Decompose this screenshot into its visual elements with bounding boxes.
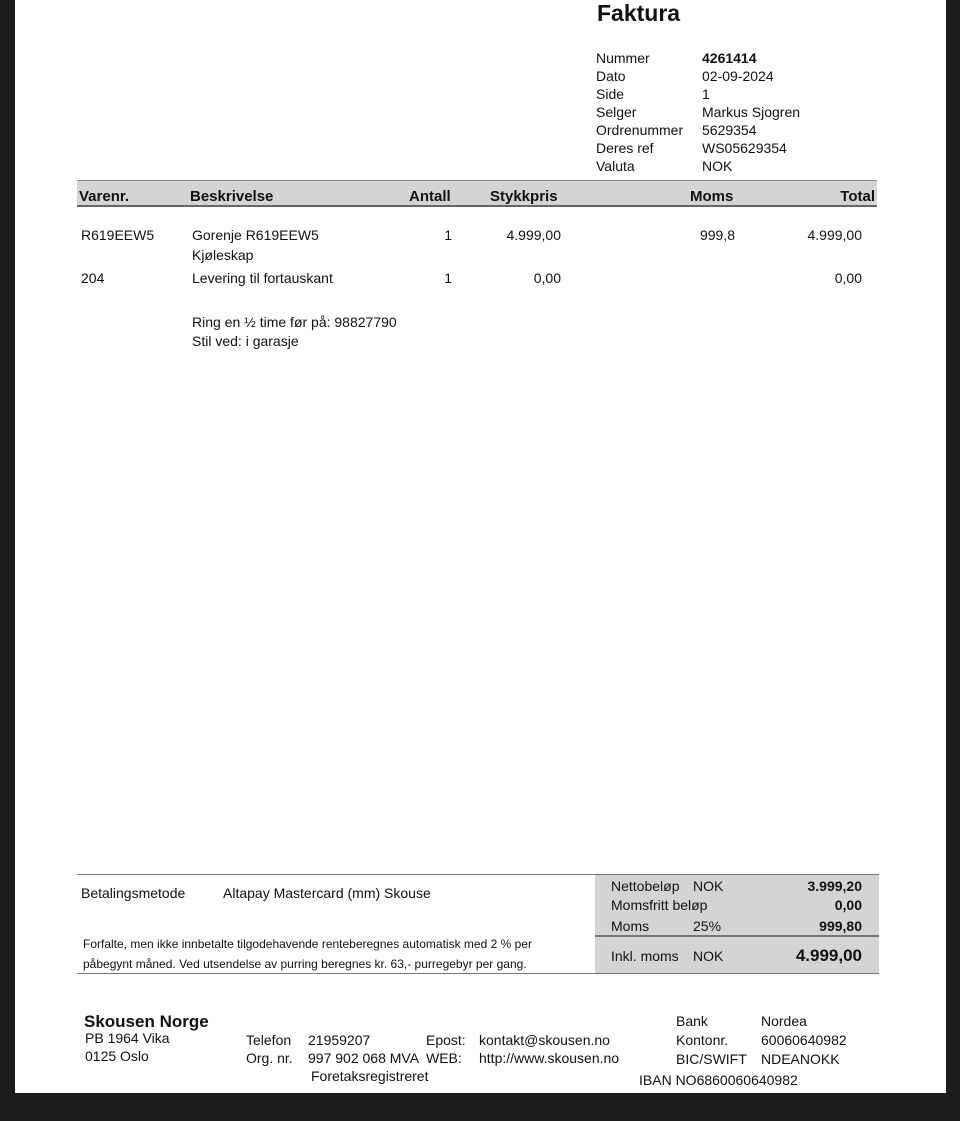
row-stykkpris: 4.999,00 [506, 227, 561, 243]
netto-currency: NOK [693, 878, 724, 894]
bic-label: BIC/SWIFT [676, 1051, 747, 1067]
column-header-total: Total [840, 188, 875, 205]
row-beskrivelse: Levering til fortauskant [192, 270, 333, 286]
meta-label: Deres ref [596, 140, 654, 156]
table-header [77, 180, 877, 207]
meta-label: Valuta [596, 158, 635, 174]
netto-label: Nettobeløp [611, 878, 680, 894]
netto-value: 3.999,20 [807, 878, 862, 894]
bic-value: NDEANOKK [761, 1051, 840, 1067]
row-beskrivelse-2: Kjøleskap [192, 247, 254, 263]
inkl-moms-currency: NOK [693, 948, 724, 964]
kontonr-label: Kontonr. [676, 1032, 729, 1048]
delivery-note: Stil ved: i garasje [192, 333, 299, 349]
meta-label: Dato [596, 68, 626, 84]
meta-value: 02-09-2024 [702, 68, 774, 84]
payment-terms: påbegynt måned. Ved utsendelse av purring beregnes kr. 63,- purregebyr per gang. [83, 957, 527, 971]
moms-value: 999,80 [819, 918, 862, 934]
web-label: WEB: [426, 1050, 462, 1066]
company-register: Foretaksregistreret [311, 1068, 429, 1084]
epost-label: Epost: [426, 1032, 466, 1048]
row-total: 0,00 [834, 270, 862, 286]
row-total: 4.999,00 [807, 227, 862, 243]
payment-method-value: Altapay Mastercard (mm) Skouse [223, 885, 431, 901]
meta-value: Markus Sjogren [702, 104, 801, 120]
column-header-moms: Moms [690, 188, 734, 205]
payment-method-label: Betalingsmetode [81, 885, 186, 901]
bank-value: Nordea [761, 1013, 807, 1029]
orgnr-label: Org. nr. [246, 1050, 293, 1066]
inkl-moms-label: Inkl. moms [611, 948, 679, 964]
meta-label: Selger [596, 104, 637, 120]
bank-label: Bank [676, 1013, 708, 1029]
company-address: PB 1964 Vika [85, 1030, 170, 1046]
row-stykkpris: 0,00 [533, 270, 561, 286]
row-antall: 1 [444, 270, 452, 286]
inkl-moms-value: 4.999,00 [795, 946, 862, 965]
page-title: Faktura [597, 0, 681, 26]
moms-rate: 25% [693, 918, 722, 934]
column-header-antall: Antall [409, 188, 451, 205]
company-name: Skousen Norge [84, 1012, 209, 1031]
momsfritt-label: Momsfritt beløp [611, 897, 708, 913]
meta-value: 5629354 [702, 122, 757, 138]
column-header-beskrivelse: Beskrivelse [190, 188, 274, 205]
telefon-value: 21959207 [308, 1032, 371, 1048]
meta-value: NOK [702, 158, 733, 174]
invoice-meta [596, 50, 856, 180]
row-varenr: R619EEW5 [81, 227, 155, 243]
meta-label: Side [596, 86, 625, 102]
invoice-page [15, 0, 946, 1093]
column-header-stykkpris: Stykkpris [490, 188, 558, 205]
meta-label: Nummer [596, 50, 650, 66]
payment-summary [77, 874, 879, 974]
totals-divider [595, 935, 879, 937]
column-header-varenr: Varenr. [79, 188, 130, 205]
orgnr-value: 997 902 068 MVA [308, 1050, 420, 1066]
web-value: http://www.skousen.no [479, 1050, 620, 1066]
kontonr-value: 60060640982 [761, 1032, 847, 1048]
meta-value: WS05629354 [702, 140, 787, 156]
company-address: 0125 Oslo [85, 1048, 149, 1064]
meta-value: 1 [702, 86, 710, 102]
epost-value: kontakt@skousen.no [479, 1032, 610, 1048]
payment-terms: Forfalte, men ikke innbetalte tilgodehavende renteberegnes automatisk med 2 % per [83, 937, 532, 951]
delivery-note: Ring en ½ time før på: 98827790 [192, 314, 397, 330]
row-varenr: 204 [81, 270, 105, 286]
row-beskrivelse: Gorenje R619EEW5 [192, 227, 319, 243]
iban: IBAN NO6860060640982 [639, 1072, 798, 1088]
meta-label: Ordrenummer [596, 122, 684, 138]
row-moms: 999,8 [699, 227, 735, 243]
meta-value: 4261414 [702, 50, 757, 66]
totals-box [595, 875, 879, 973]
row-antall: 1 [444, 227, 452, 243]
momsfritt-value: 0,00 [834, 897, 862, 913]
moms-label: Moms [611, 918, 650, 934]
telefon-label: Telefon [246, 1032, 292, 1048]
